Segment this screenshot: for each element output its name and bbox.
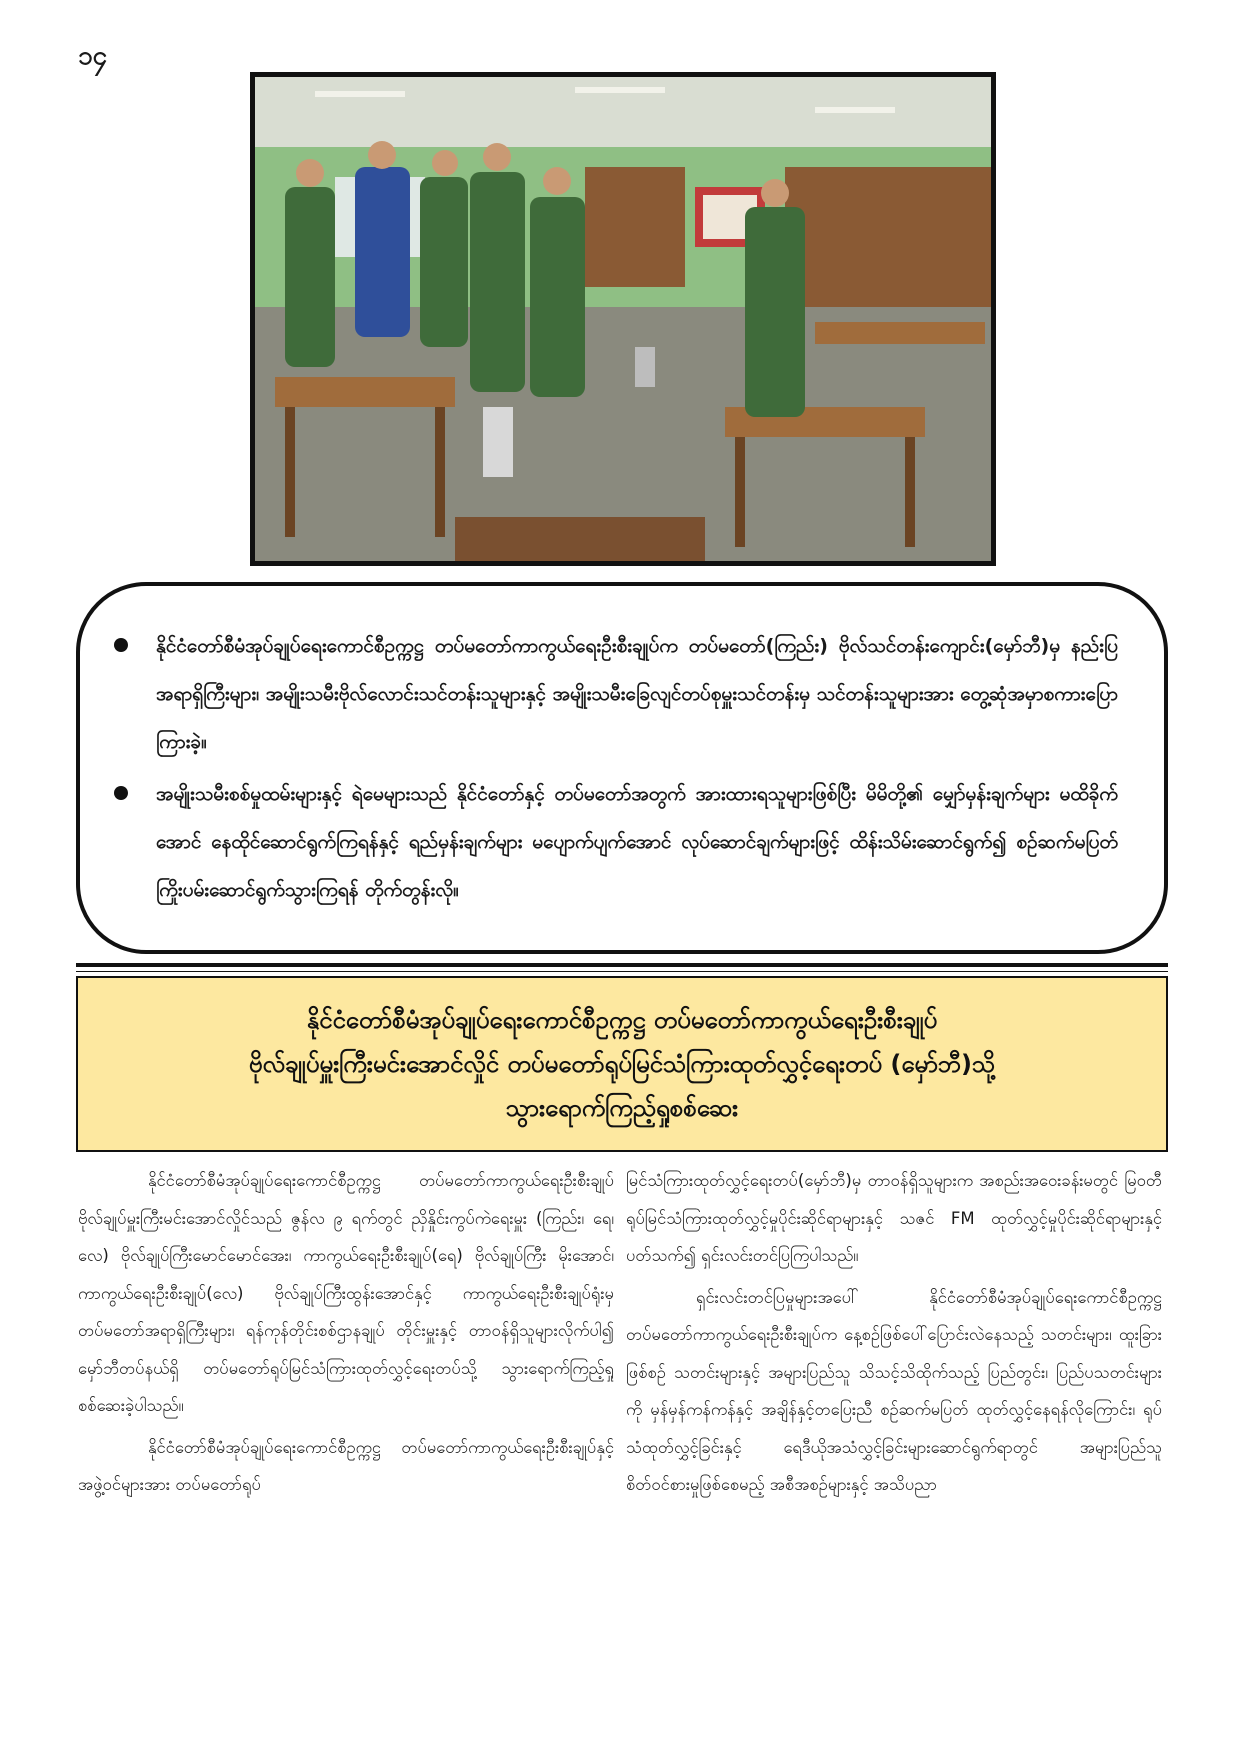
section-divider-thin (76, 971, 1168, 972)
headline-line: နိုင်ငံတော်စီမံအုပ်ချုပ်ရေးကောင်စီဥက္ကဋ္ဌ တပ်မတော်ကာကွယ်ရေးဦးစီးချုပ် (306, 1006, 938, 1034)
summary-bullet (114, 770, 1118, 914)
page-number: ၁၄ (78, 41, 108, 71)
classroom-inspection-photo (255, 77, 991, 561)
headline-box (76, 976, 1168, 1152)
article-column-left (78, 1162, 614, 1508)
bullet-icon (114, 638, 128, 652)
article-paragraph: ရှင်းလင်းတင်ပြမှုများအပေါ် နိုင်ငံတော်စီမံအုပ်ချုပ်ရေးကောင်စီဥက္ကဋ္ဌ တပ်မတော်ကာကွယ်ရေးဦးစီးချုပ်က နေ့စဉ်ဖြစ်ပေါ်ပြောင်းလဲနေသည့် သတင်းများ၊ ထူးခြားဖြစ်စဉ် သတင်းများနှင့် အများပြည်သူ သိသင့်သိထိုက်သည့် ပြည်တွင်း၊ ပြည်ပသတင်းများကို မှန်မှန်ကန်ကန်နှင့် အချိန်နှင့်တပြေးညီ စဉ်ဆက်မပြတ် ထုတ်လွှင့်နေရန်လိုကြောင်း၊ ရုပ်သံထုတ်လွှင့်ခြင်းနှင့် ရေဒီယိုအသံလွှင့်ခြင်းများဆောင်ရွက်ရာတွင် အများပြည်သူစိတ်ဝင်စားမှုဖြစ်စေမည့် အစီအစဉ်များနှင့် အသိပညာ (626, 1287, 1162, 1494)
summary-bullet (114, 622, 1118, 766)
summary-list (114, 622, 1118, 914)
bullet-icon (114, 786, 128, 800)
article-paragraph: နိုင်ငံတော်စီမံအုပ်ချုပ်ရေးကောင်စီဥက္ကဋ္ဌ တပ်မတော်ကာကွယ်ရေးဦးစီးချုပ်နှင့်အဖွဲ့ဝင်များအား တပ်မတော်ရုပ် (78, 1437, 614, 1494)
news-photo (250, 72, 996, 566)
summary-box (76, 582, 1168, 954)
summary-bullet-text: အမျိုးသမီးစစ်မှုထမ်းများနှင့် ရဲမေများသည် နိုင်ငံတော်နှင့် တပ်မတော်အတွက် အားထားရသူများဖြစ်ပြီး မိမိတို့၏ မျှော်မှန်းချက်များ မထိခိုက်အောင် နေထိုင်ဆောင်ရွက်ကြရန်နှင့် ရည်မှန်းချက်များ မပျောက်ပျက်အောင် လုပ်ဆောင်ချက်များဖြင့် ထိန်းသိမ်းဆောင်ရွက်၍ စဉ်ဆက်မပြတ် ကြိုးပမ်းဆောင်ရွက်သွားကြရန် တိုက်တွန်းလို။ (156, 783, 1118, 901)
summary-bullet-text: နိုင်ငံတော်စီမံအုပ်ချုပ်ရေးကောင်စီဥက္ကဋ္ဌ တပ်မတော်ကာကွယ်ရေးဦးစီးချုပ်က တပ်မတော်(ကြည်း) ဗိုလ်သင်တန်းကျောင်း(မှော်ဘီ)မှ နည်းပြအရာရှိကြီးများ၊ အမျိုးသမီးဗိုလ်လောင်းသင်တန်းသူများနှင့် အမျိုးသမီးခြေလျင်တပ်စုမှူးသင်တန်းမှ သင်တန်းသူများအား တွေ့ဆုံအမှာစကားပြောကြားခဲ့။ (156, 635, 1118, 753)
section-divider (76, 963, 1168, 967)
article-column-right (626, 1162, 1162, 1508)
headline-line: သွားရောက်ကြည့်ရှုစစ်ဆေး (505, 1094, 739, 1122)
article-paragraph: မြင်သံကြားထုတ်လွှင့်ရေးတပ်(မှော်ဘီ)မှ တာဝန်ရှိသူများက အစည်းအဝေးခန်းမတွင် မြဝတီရုပ်မြင်သံကြားထုတ်လွှင့်မှုပိုင်းဆိုင်ရာများနှင့် သဇင် FM ထုတ်လွှင့်မှုပိုင်းဆိုင်ရာများနှင့်ပတ်သက်၍ ရှင်းလင်းတင်ပြကြပါသည်။ (626, 1171, 1162, 1265)
article-paragraph: နိုင်ငံတော်စီမံအုပ်ချုပ်ရေးကောင်စီဥက္ကဋ္ဌ တပ်မတော်ကာကွယ်ရေးဦးစီးချုပ် ဗိုလ်ချုပ်မှူးကြီးမင်းအောင်လှိုင်သည် ဇွန်လ ၉ ရက်တွင် ညှိနှိုင်းကွပ်ကဲရေးမှူး (ကြည်း၊ ရေ၊ လေ) ဗိုလ်ချုပ်ကြီးမောင်မောင်အေး၊ ကာကွယ်ရေးဦးစီးချုပ်(ရေ) ဗိုလ်ချုပ်ကြီး မိုးအောင်၊ ကာကွယ်ရေးဦးစီးချုပ်(လေ) ဗိုလ်ချုပ်ကြီးထွန်းအောင်နှင့် ကာကွယ်ရေးဦးစီးချုပ်ရုံးမှ တပ်မတော်အရာရှိကြီးများ၊ ရန်ကုန်တိုင်းစစ်ဌာနချုပ် တိုင်းမှူးနှင့် တာဝန်ရှိသူများလိုက်ပါ၍ မှော်ဘီတပ်နယ်ရှိ တပ်မတော်ရုပ်မြင်သံကြားထုတ်လွှင့်ရေးတပ်သို့ သွားရောက်ကြည့်ရှုစစ်ဆေးခဲ့ပါသည်။ (78, 1171, 614, 1415)
headline-line: ဗိုလ်ချုပ်မှူးကြီးမင်းအောင်လှိုင် တပ်မတော်ရုပ်မြင်သံကြားထုတ်လွှင့်ရေးတပ် (မှော်ဘီ)သို့ (248, 1050, 996, 1078)
